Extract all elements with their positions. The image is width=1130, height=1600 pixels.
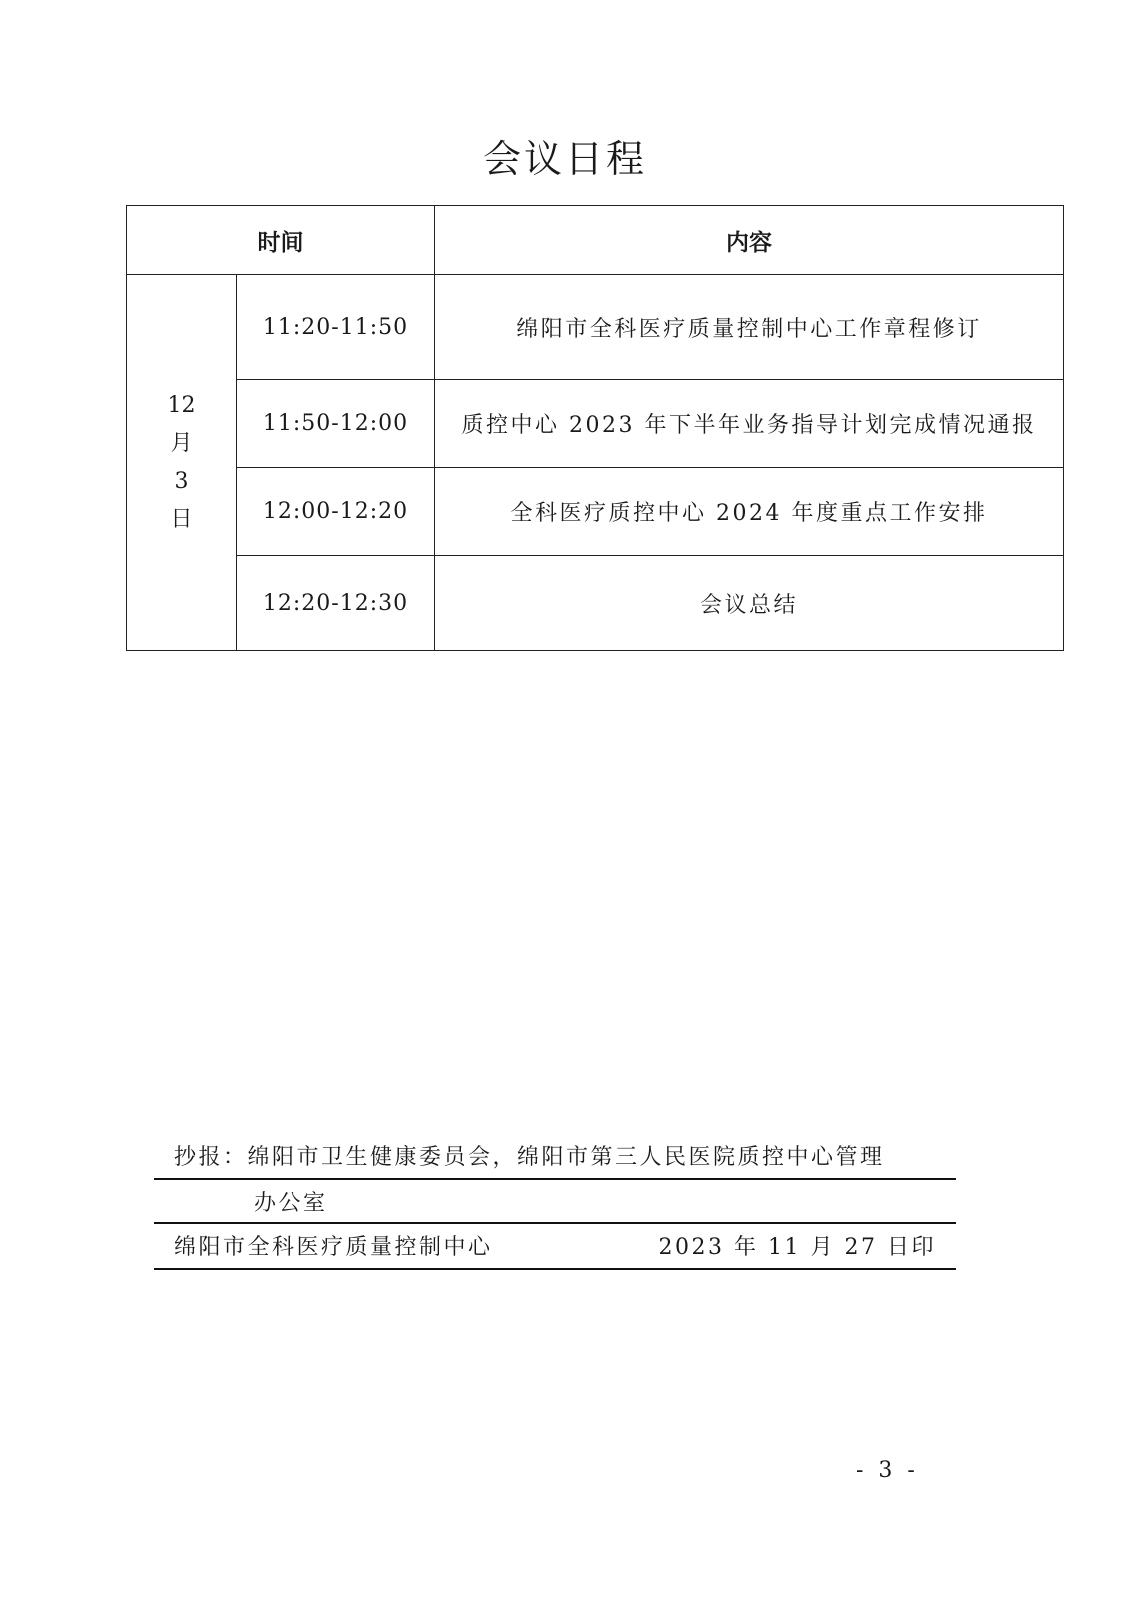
content-cell: 全科医疗质控中心 2024 年度重点工作安排 — [435, 468, 1064, 556]
content-cell: 绵阳市全科医疗质量控制中心工作章程修订 — [435, 275, 1064, 380]
time-cell: 12:00-12:20 — [237, 468, 435, 556]
cc-recipients-line2: 办公室 — [254, 1191, 328, 1216]
table-row — [127, 380, 1064, 468]
time-cell: 11:20-11:50 — [237, 275, 435, 380]
table-row — [127, 468, 1064, 556]
header-time: 时间 — [127, 206, 435, 275]
issuer-name: 绵阳市全科医疗质量控制中心 — [174, 1235, 493, 1260]
header-content: 内容 — [435, 206, 1064, 275]
divider-line — [154, 1178, 956, 1180]
cc-recipients-line1: 抄报：绵阳市卫生健康委员会，绵阳市第三人民医院质控中心管理 — [174, 1145, 885, 1170]
table-row — [127, 556, 1064, 651]
date-cell — [127, 275, 237, 651]
content-cell: 质控中心 2023 年下半年业务指导计划完成情况通报 — [435, 380, 1064, 468]
date-day: 3 — [174, 468, 189, 494]
time-cell: 12:20-12:30 — [237, 556, 435, 651]
date-month-char: 月 — [170, 430, 193, 456]
table-row — [127, 275, 1064, 380]
page-number: - 3 - — [856, 1458, 919, 1483]
schedule-table — [126, 205, 1064, 651]
table-header-row — [127, 206, 1064, 275]
divider-line — [154, 1268, 956, 1270]
divider-line — [154, 1222, 956, 1224]
page-title: 会议日程 — [482, 137, 647, 181]
content-cell: 会议总结 — [435, 556, 1064, 651]
time-cell: 11:50-12:00 — [237, 380, 435, 468]
date-day-number: 12 — [167, 392, 196, 418]
print-date: 2023 年 11 月 27 日印 — [658, 1235, 936, 1260]
date-day-char: 日 — [170, 506, 193, 532]
